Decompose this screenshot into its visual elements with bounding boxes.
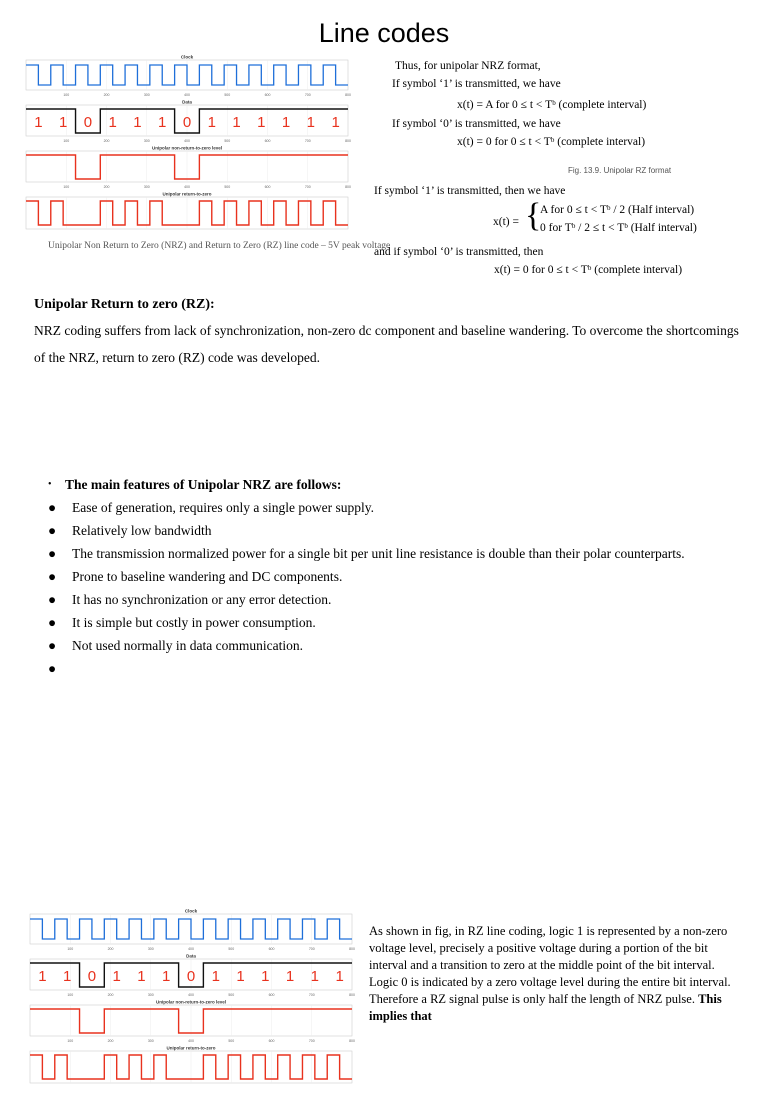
axis-tick-label: 400 (184, 139, 190, 143)
bullet-icon: ● (48, 592, 57, 607)
rz-paragraph-text: As shown in fig, in RZ line coding, logic 1 is represented by a non-zero voltage level, precisely a positive voltage during a portion of the bit interval and a transition to zero at the middle point of the bit interval. Logic 0 is indicated by a zero voltage level during the entire bit interval. Therefore a RZ signal pulse is only half the length of NRZ pulse. (369, 924, 731, 1006)
data-bit-label: 1 (257, 114, 266, 131)
axis-tick-label: 600 (264, 185, 271, 189)
rz-formula-brace: { (525, 197, 542, 234)
clock-panel-label: Clock (180, 54, 194, 60)
axis-tick-label: 100 (63, 93, 70, 97)
data-bit-label: 1 (236, 968, 245, 985)
clock-panel-label: Clock (184, 908, 198, 914)
data-bit-label: 1 (112, 968, 121, 985)
page-title: Line codes (318, 18, 450, 48)
axis-tick-label: 700 (304, 93, 311, 97)
list-item (34, 500, 714, 516)
data-bit-label: 1 (162, 968, 171, 985)
data-bit-label: 1 (261, 968, 270, 985)
nrz-panel-label: Unipolar non-return-to-zero level (151, 145, 223, 151)
list-item-text: It has no synchronization or any error detection. (72, 592, 332, 607)
list-item (34, 546, 714, 562)
axis-tick-label: 600 (268, 1039, 275, 1043)
nrz-formula-intro: Thus, for unipolar NRZ format, (395, 60, 541, 72)
axis-tick-label: 800 (349, 993, 355, 997)
axis-tick-label: 300 (143, 185, 150, 189)
line-code-diagram (22, 908, 356, 1094)
list-item (34, 615, 714, 631)
data-bit-label: 0 (83, 114, 93, 131)
axis-tick-label: 400 (188, 947, 194, 951)
axis-tick-label: 800 (345, 185, 351, 189)
bullet-icon: ● (48, 661, 57, 676)
nrz-formula-symbol-0: If symbol ‘0’ is transmitted, we have (392, 118, 561, 130)
axis-tick-label: 400 (184, 185, 190, 189)
axis-tick-label: 700 (304, 139, 311, 143)
axis-tick-label: 200 (107, 993, 114, 997)
rz-formula-eq-0: x(t) = 0 for 0 ≤ t < Tᵇ (complete interval) (494, 264, 683, 276)
data-bit-label: 1 (137, 968, 146, 985)
intro-paragraph: NRZ coding suffers from lack of synchronization, non-zero dc component and baseline wandering. To overcome the shortcomings of the NRZ, return to zero (RZ) code was developed. (34, 323, 739, 365)
data-bit-label: 1 (211, 968, 220, 985)
axis-tick-label: 200 (107, 1039, 114, 1043)
bullet-icon: ● (48, 546, 57, 561)
data-bit-label: 1 (62, 968, 72, 985)
axis-tick-label: 200 (103, 185, 110, 189)
axis-tick-label: 800 (349, 1039, 355, 1043)
axis-tick-label: 600 (268, 947, 275, 951)
data-bit-label: 1 (306, 114, 316, 131)
axis-tick-label: 100 (63, 185, 70, 189)
rz-panel-label: Unipolar return-to-zero (162, 191, 212, 197)
data-bit-label: 1 (34, 114, 43, 131)
data-bit-label: 1 (207, 114, 216, 131)
bullet-icon: • (48, 479, 52, 490)
section-heading: Unipolar Return to zero (RZ): (34, 297, 215, 312)
data-bit-label: 1 (331, 114, 340, 131)
line-code-diagram (18, 54, 352, 240)
axis-tick-label: 500 (224, 93, 231, 97)
axis-tick-label: 800 (345, 93, 351, 97)
data-bit-label: 1 (285, 968, 295, 985)
list-item-text: Ease of generation, requires only a single power supply. (72, 500, 375, 515)
list-item-text: Not used normally in data communication. (72, 638, 303, 653)
rz-paragraph-bold: This implies that (369, 992, 722, 1023)
axis-tick-label: 600 (264, 93, 271, 97)
axis-tick-label: 500 (228, 1039, 235, 1043)
axis-tick-label: 600 (264, 139, 271, 143)
figure-caption: Unipolar Non Return to Zero (NRZ) and Return to Zero (RZ) line code – 5V peak voltage (48, 241, 391, 251)
axis-tick-label: 100 (67, 1039, 74, 1043)
axis-tick-label: 200 (103, 139, 110, 143)
bullet-icon: ● (48, 523, 57, 538)
axis-tick-label: 500 (228, 947, 235, 951)
axis-tick-label: 400 (184, 93, 190, 97)
list-item (34, 638, 714, 654)
data-bit-label: 0 (87, 968, 97, 985)
figure-label: Fig. 13.9. Unipolar RZ format (568, 166, 672, 175)
data-bit-label: 1 (58, 114, 68, 131)
data-bit-label: 1 (133, 114, 142, 131)
data-panel-label: Data (186, 953, 196, 959)
axis-tick-label: 400 (188, 993, 194, 997)
line-code-figure-top (18, 54, 352, 240)
axis-tick-label: 600 (268, 993, 275, 997)
rz-formula-symbol-1: If symbol ‘1’ is transmitted, then we have (374, 185, 566, 197)
rz-paragraph (369, 923, 739, 1025)
nrz-panel-label: Unipolar non-return-to-zero level (155, 999, 227, 1005)
bullet-icon: ● (48, 638, 57, 653)
list-item (34, 592, 714, 608)
list-item (34, 569, 714, 585)
features-heading-item (34, 477, 714, 493)
axis-tick-label: 700 (308, 1039, 315, 1043)
data-bit-label: 1 (38, 968, 47, 985)
bullet-icon: ● (48, 500, 57, 515)
axis-tick-label: 300 (143, 139, 150, 143)
axis-tick-label: 200 (103, 93, 110, 97)
data-panel-label: Data (182, 99, 192, 105)
data-bit-label: 1 (108, 114, 117, 131)
data-bit-label: 1 (232, 114, 241, 131)
axis-tick-label: 500 (224, 185, 231, 189)
list-item (34, 523, 714, 539)
axis-tick-label: 500 (228, 993, 235, 997)
axis-tick-label: 800 (349, 947, 355, 951)
bullet-icon: ● (48, 615, 57, 630)
rz-formula-lhs: x(t) = (493, 216, 519, 228)
axis-tick-label: 700 (308, 993, 315, 997)
nrz-formula-symbol-1: If symbol ‘1’ is transmitted, we have (392, 78, 561, 90)
list-item-text: Prone to baseline wandering and DC components. (72, 569, 343, 584)
axis-tick-label: 700 (304, 185, 311, 189)
rz-formula-case-1: A for 0 ≤ t < Tᵇ / 2 (Half interval) (540, 204, 695, 216)
data-bit-label: 0 (186, 968, 196, 985)
axis-tick-label: 100 (63, 139, 70, 143)
axis-tick-label: 300 (143, 93, 150, 97)
line-code-figure-bottom (22, 908, 356, 1051)
features-list (34, 477, 714, 676)
rz-formula-case-2: 0 for Tᵇ / 2 ≤ t < Tᵇ (Half interval) (540, 222, 697, 234)
bullet-icon: ● (48, 569, 57, 584)
axis-tick-label: 300 (147, 1039, 154, 1043)
features-heading: The main features of Unipolar NRZ are follows: (65, 477, 342, 492)
rz-panel-label: Unipolar return-to-zero (166, 1045, 216, 1051)
list-item-text: Relatively low bandwidth (72, 523, 212, 538)
axis-tick-label: 300 (147, 993, 154, 997)
list-item-text: The transmission normalized power for a single bit per unit line resistance is double than their polar counterparts. (72, 546, 685, 561)
data-bit-label: 1 (335, 968, 344, 985)
list-item-text: It is simple but costly in power consumption. (72, 615, 316, 630)
data-bit-label: 1 (310, 968, 320, 985)
data-bit-label: 0 (182, 114, 192, 131)
data-bit-label: 1 (158, 114, 167, 131)
axis-tick-label: 100 (67, 947, 74, 951)
axis-tick-label: 100 (67, 993, 74, 997)
data-bit-label: 1 (281, 114, 291, 131)
rz-formula-symbol-0: and if symbol ‘0’ is transmitted, then (374, 246, 544, 258)
axis-tick-label: 400 (188, 1039, 194, 1043)
axis-tick-label: 300 (147, 947, 154, 951)
axis-tick-label: 500 (224, 139, 231, 143)
axis-tick-label: 700 (308, 947, 315, 951)
nrz-formula-eq-0: x(t) = 0 for 0 ≤ t < Tᵇ (complete interval) (457, 136, 646, 148)
axis-tick-label: 200 (107, 947, 114, 951)
axis-tick-label: 800 (345, 139, 351, 143)
nrz-formula-eq-1: x(t) = A for 0 ≤ t < Tᵇ (complete interval) (457, 99, 647, 111)
